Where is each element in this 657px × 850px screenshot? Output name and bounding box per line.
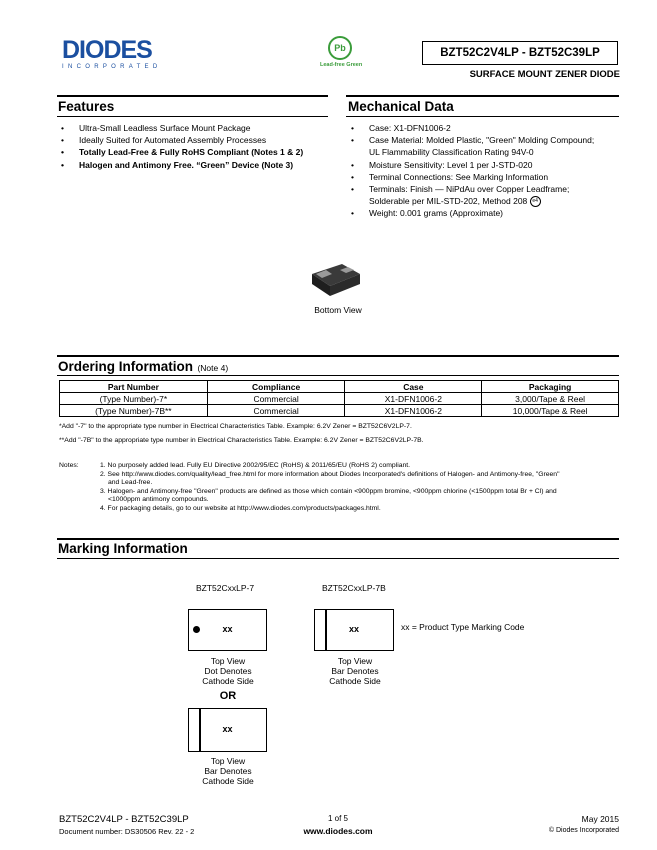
list-item: • Totally Lead-Free & Fully RoHS Compliant (Notes 1 & 2) bbox=[58, 146, 333, 158]
features-title: Features bbox=[58, 99, 115, 114]
e4-icon: e4 bbox=[530, 196, 541, 207]
table-header: Case bbox=[345, 381, 482, 393]
marking-caption-dot bbox=[188, 656, 268, 686]
list-item-cont: UL Flammability Classification Rating 94V-0 bbox=[369, 147, 534, 158]
list-item: • Weight: 0.001 grams (Approximate) bbox=[348, 207, 623, 219]
note-item: 2. See http://www.diodes.com/quality/lead_free.html for more information about Diodes Incorporated's definitions of Halogen- and Antimony-free, "Green" bbox=[100, 470, 560, 478]
list-item: • Halogen and Antimony Free. “Green” Device (Note 3) bbox=[58, 159, 333, 171]
table-cell: (Type Number)-7* bbox=[60, 393, 208, 405]
logo-text: DIODES bbox=[62, 36, 152, 64]
marking-code: xx bbox=[348, 624, 359, 634]
marking-box-bar bbox=[314, 609, 394, 651]
list-item: • Terminal Connections: See Marking Information bbox=[348, 171, 623, 183]
ordering-footnote-1: *Add "-7" to the appropriate type number in Electrical Characteristics Table. Example: 6.2V Zener = BZT52C6V2LP-7. bbox=[59, 423, 412, 430]
list-item-cont: Solderable per MIL-STD-202, Method 208 bbox=[369, 196, 528, 207]
caption-line: Cathode Side bbox=[202, 776, 254, 786]
table-cell: X1-DFN1006-2 bbox=[345, 393, 482, 405]
caption-line: Cathode Side bbox=[329, 676, 381, 686]
marking-code: xx bbox=[222, 624, 233, 634]
footer-date: May 2015 bbox=[581, 814, 619, 824]
package-caption: Bottom View bbox=[314, 305, 362, 315]
note-item: <1000ppm antimony compounds. bbox=[108, 496, 209, 503]
table-header: Part Number bbox=[60, 381, 208, 393]
marking-label-7: BZT52CxxLP-7 bbox=[196, 583, 255, 593]
list-item-text: Terminals: Finish — NiPdAu over Copper Leadframe; bbox=[369, 184, 570, 195]
caption-line: Bar Denotes bbox=[331, 666, 379, 676]
table-cell: Commercial bbox=[207, 405, 345, 417]
table-row bbox=[60, 405, 619, 417]
ordering-top-rule bbox=[57, 355, 619, 357]
mechanical-bottom-rule bbox=[346, 116, 619, 117]
marking-top-rule bbox=[57, 538, 619, 540]
marking-or: OR bbox=[219, 690, 237, 702]
diodes-logo bbox=[62, 38, 162, 70]
lead-free-badge bbox=[320, 36, 363, 68]
list-item: • Ultra-Small Leadless Surface Mount Package bbox=[58, 122, 333, 134]
footer-website-link[interactable]: www.diodes.com bbox=[303, 826, 373, 836]
ordering-footnote-2: **Add "-7B" to the appropriate type number in Electrical Characteristics Table. Example: 6.2V Zener = BZT52C6V2LP-7B. bbox=[59, 437, 424, 444]
list-item bbox=[348, 134, 623, 158]
note-item: 1. No purposely added lead. Fully EU Directive 2002/95/EC (RoHS) & 2011/65/EU (RoHS 2) compliant. bbox=[100, 462, 411, 469]
marking-legend: xx = Product Type Marking Code bbox=[401, 622, 525, 632]
marking-caption-bar-alt bbox=[188, 756, 268, 786]
table-cell: 3,000/Tape & Reel bbox=[482, 393, 619, 405]
features-bottom-rule bbox=[57, 116, 328, 117]
table-row bbox=[60, 393, 619, 405]
marking-bottom-rule bbox=[57, 558, 619, 559]
features-list bbox=[58, 122, 333, 171]
mechanical-list bbox=[348, 122, 623, 220]
part-title: BZT52C2V4LP - BZT52C39LP bbox=[422, 41, 618, 65]
marking-label-7b: BZT52CxxLP-7B bbox=[322, 583, 386, 593]
pb-icon: Pb bbox=[328, 36, 352, 60]
note-item: 4. For packaging details, go to our website at http://www.diodes.com/products/packages.html. bbox=[100, 504, 381, 512]
table-cell: 10,000/Tape & Reel bbox=[482, 405, 619, 417]
note-item: 3. Halogen- and Antimony-free "Green" products are defined as those which contain <900ppm bromine, <900ppm chlorine (<1500ppm total Br + Cl) and bbox=[100, 487, 557, 495]
features-top-rule bbox=[57, 95, 328, 97]
marking-caption-bar bbox=[315, 656, 395, 686]
table-header-row bbox=[60, 381, 619, 393]
table-header: Packaging bbox=[482, 381, 619, 393]
notes-list bbox=[100, 462, 620, 513]
footer-doc-number: Document number: DS30506 Rev. 22 - 2 bbox=[59, 827, 195, 836]
footer-page: 1 of 5 bbox=[327, 814, 348, 823]
footer-copyright: © Diodes Incorporated bbox=[548, 827, 619, 834]
mechanical-top-rule bbox=[346, 95, 619, 97]
caption-line: Cathode Side bbox=[202, 676, 254, 686]
marking-title: Marking Information bbox=[58, 541, 188, 556]
footer-part: BZT52C2V4LP - BZT52C39LP bbox=[59, 814, 189, 825]
note-item: and Lead-free. bbox=[108, 479, 153, 486]
list-item: • Case: X1-DFN1006-2 bbox=[348, 122, 623, 134]
marking-box-bar-alt bbox=[188, 708, 267, 752]
ordering-table bbox=[59, 380, 619, 417]
marking-box-dot bbox=[188, 609, 267, 651]
caption-line: Top View bbox=[210, 756, 246, 766]
marking-code: xx bbox=[222, 724, 233, 734]
caption-line: Bar Denotes bbox=[204, 766, 252, 776]
table-header: Compliance bbox=[207, 381, 345, 393]
table-cell: X1-DFN1006-2 bbox=[345, 405, 482, 417]
caption-line: Dot Denotes bbox=[204, 666, 252, 676]
list-item-text: Case Material: Molded Plastic, "Green" Molding Compound; bbox=[369, 135, 595, 146]
list-item: • Ideally Suited for Automated Assembly Processes bbox=[58, 134, 333, 146]
mechanical-title: Mechanical Data bbox=[348, 99, 454, 114]
ordering-title: Ordering Information bbox=[58, 359, 193, 374]
notes-label: Notes: bbox=[59, 462, 79, 469]
lead-free-label: Lead-free Green bbox=[320, 62, 363, 68]
table-cell: Commercial bbox=[207, 393, 345, 405]
package-icon bbox=[306, 260, 366, 300]
caption-line: Top View bbox=[337, 656, 373, 666]
logo-subtext: INCORPORATED bbox=[62, 64, 162, 70]
part-subtitle: SURFACE MOUNT ZENER DIODE bbox=[469, 69, 620, 80]
caption-line: Top View bbox=[210, 656, 246, 666]
ordering-heading bbox=[58, 358, 228, 376]
list-item bbox=[348, 183, 623, 207]
ordering-bottom-rule bbox=[57, 375, 619, 376]
table-cell: (Type Number)-7B** bbox=[60, 405, 208, 417]
list-item: • Moisture Sensitivity: Level 1 per J-STD-020 bbox=[348, 159, 623, 171]
ordering-note-ref: (Note 4) bbox=[197, 363, 229, 373]
package-image bbox=[306, 260, 366, 300]
